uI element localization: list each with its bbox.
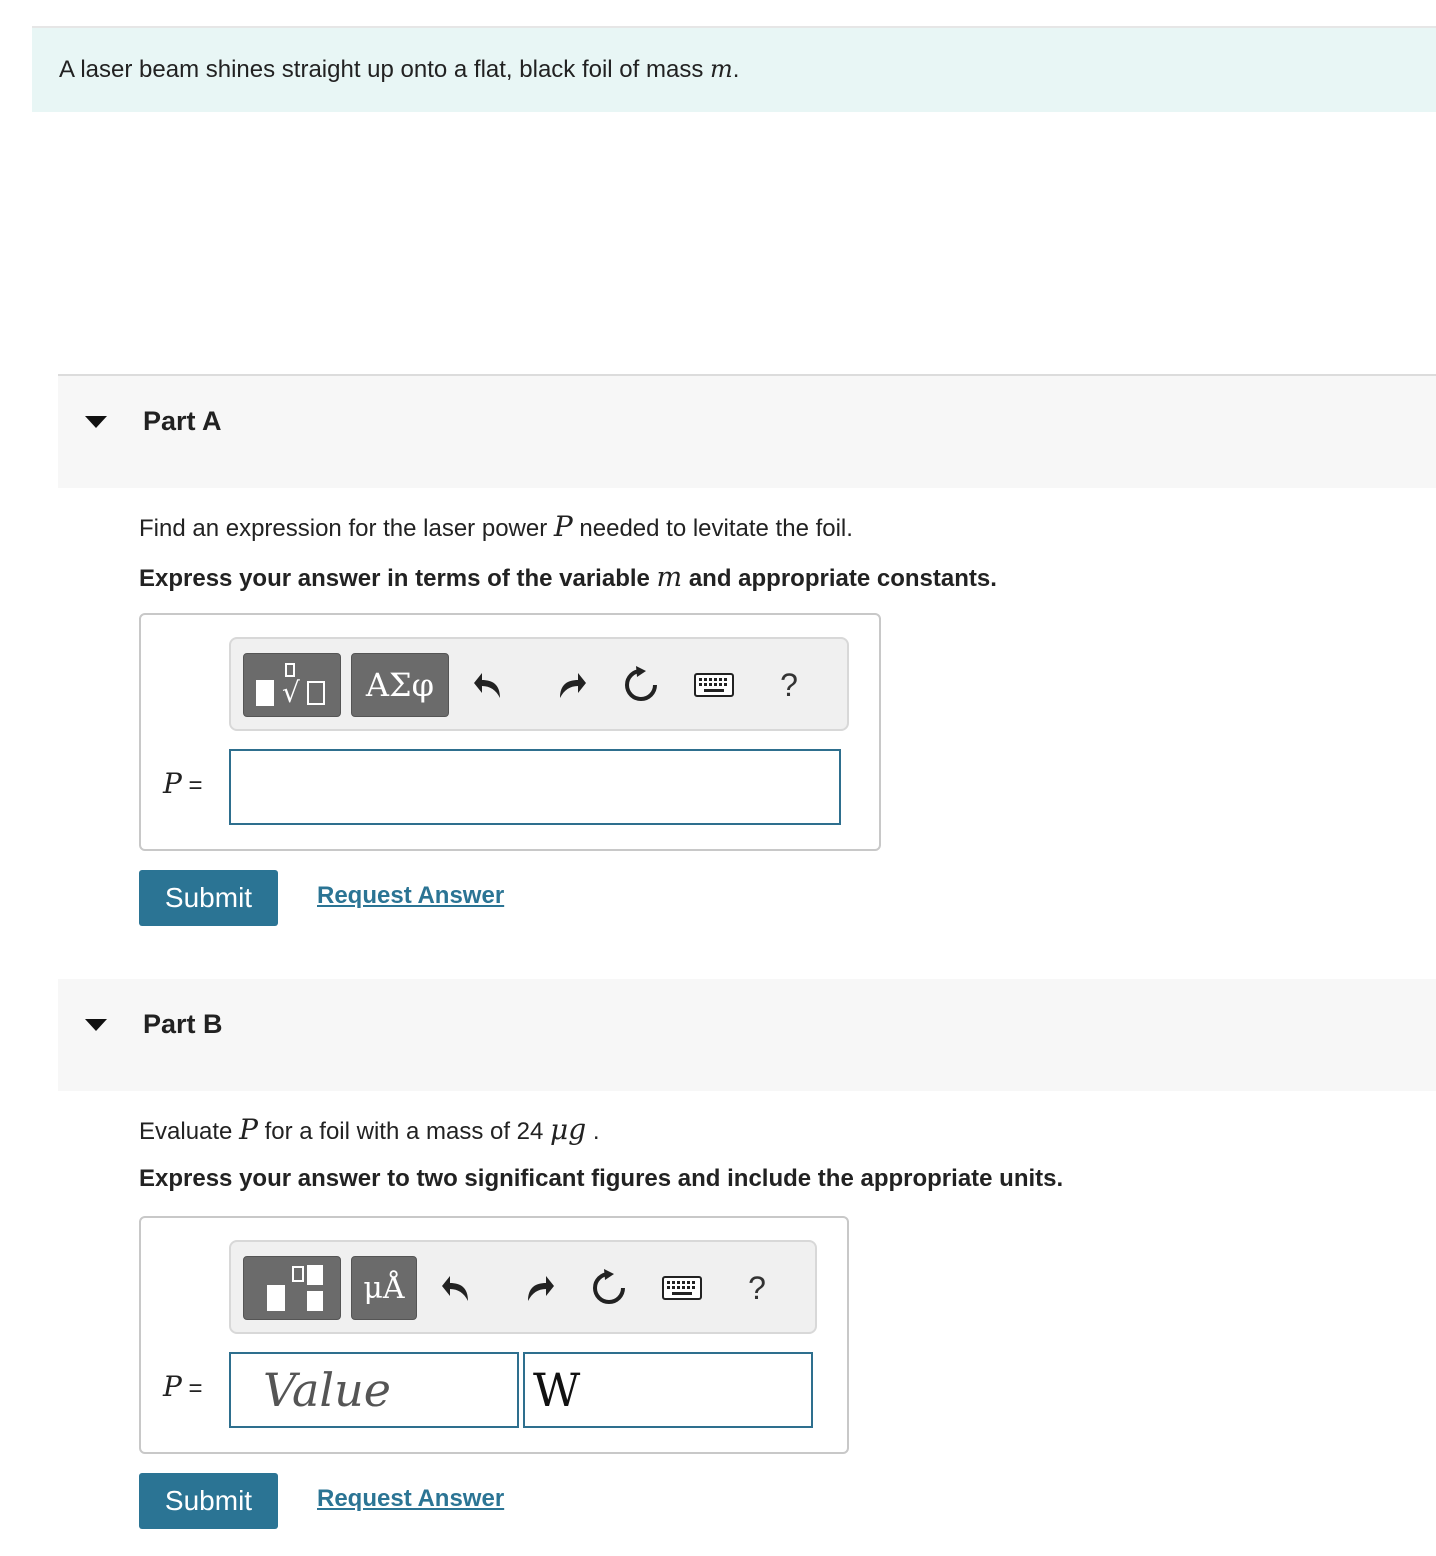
help-icon[interactable]: ? bbox=[748, 1269, 766, 1306]
part-b-unit-input[interactable]: W bbox=[523, 1352, 813, 1428]
problem-intro bbox=[32, 28, 1436, 112]
units-button[interactable]: μÅ bbox=[351, 1256, 417, 1320]
part-b-math-toolbar bbox=[229, 1240, 817, 1334]
template-icon bbox=[257, 1261, 327, 1315]
part-a-header[interactable] bbox=[58, 376, 1436, 488]
svg-text:√: √ bbox=[282, 676, 300, 709]
part-b-answer-label: P = bbox=[163, 1370, 203, 1403]
greek-letters-button[interactable]: ΑΣφ bbox=[351, 653, 449, 717]
caret-down-icon[interactable] bbox=[85, 1019, 107, 1031]
caret-down-icon[interactable] bbox=[85, 416, 107, 428]
reset-icon[interactable] bbox=[585, 1264, 633, 1312]
help-icon[interactable]: ? bbox=[780, 666, 798, 703]
part-b-value-input[interactable]: Value bbox=[229, 1352, 519, 1428]
template-icon bbox=[252, 660, 332, 710]
part-a-math-toolbar bbox=[229, 637, 849, 731]
part-b-prompt: Evaluate P for a foil with a mass of 24 μg . bbox=[139, 1113, 600, 1146]
keyboard-icon[interactable] bbox=[659, 1264, 705, 1312]
undo-icon[interactable] bbox=[435, 1264, 483, 1312]
reset-icon[interactable] bbox=[617, 661, 665, 709]
redo-icon[interactable] bbox=[545, 661, 593, 709]
template-button[interactable] bbox=[243, 653, 341, 717]
part-b-header[interactable] bbox=[58, 979, 1436, 1091]
redo-icon[interactable] bbox=[513, 1264, 561, 1312]
part-b-answer-box bbox=[139, 1216, 849, 1454]
undo-icon[interactable] bbox=[467, 661, 515, 709]
part-b-title: Part B bbox=[143, 1009, 223, 1039]
intro-text: A laser beam shines straight up onto a flat, black foil of mass m. bbox=[59, 55, 740, 83]
part-a-instructions: Express your answer in terms of the variable m and appropriate constants. bbox=[139, 562, 997, 593]
part-a-request-answer-link[interactable]: Request Answer bbox=[317, 882, 505, 909]
part-a-submit-button[interactable]: Submit bbox=[139, 870, 278, 926]
part-a-answer-box bbox=[139, 613, 881, 851]
part-b-instructions: Express your answer to two significant figures and include the appropriate units. bbox=[139, 1165, 1064, 1192]
part-b-request-answer-link[interactable]: Request Answer bbox=[317, 1485, 505, 1512]
part-a-title: Part A bbox=[143, 406, 222, 436]
part-a-answer-input[interactable] bbox=[229, 749, 841, 825]
part-a-prompt: Find an expression for the laser power P needed to levitate the foil. bbox=[139, 510, 853, 543]
template-button[interactable] bbox=[243, 1256, 341, 1320]
keyboard-icon[interactable] bbox=[691, 661, 737, 709]
part-a-answer-label: P = bbox=[163, 767, 203, 800]
part-b-submit-button[interactable]: Submit bbox=[139, 1473, 278, 1529]
